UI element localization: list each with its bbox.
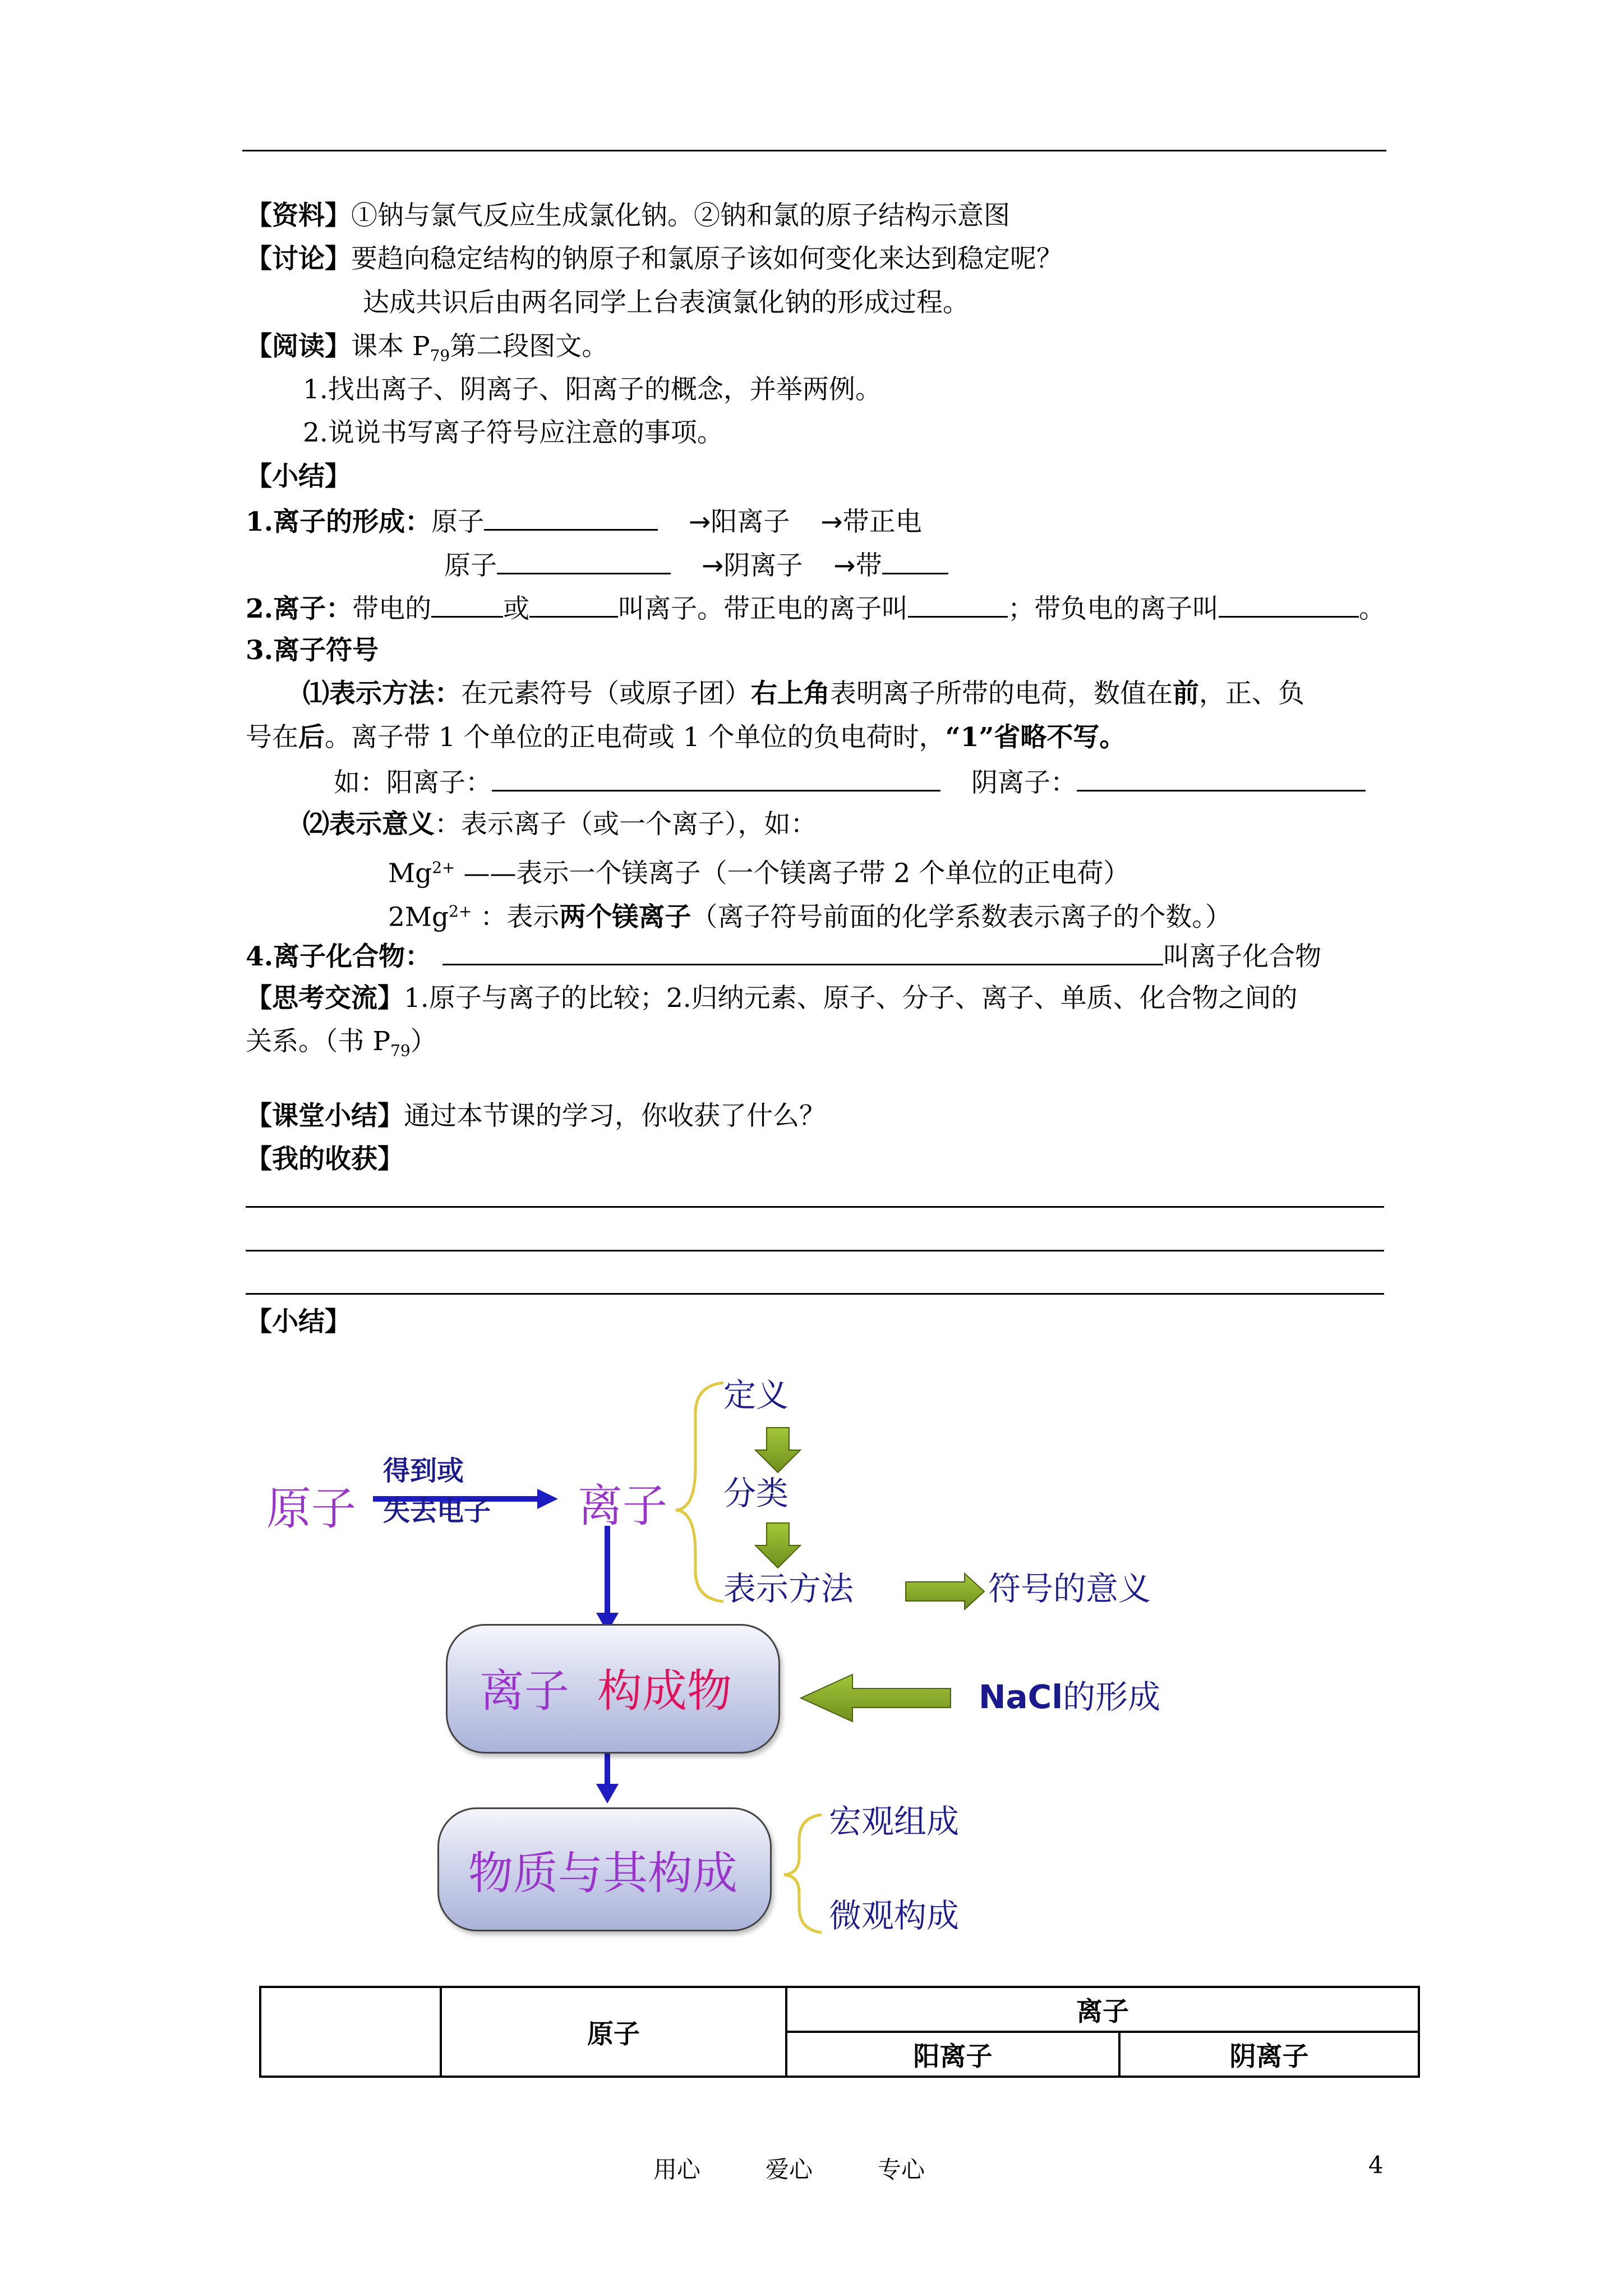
classification-node: 分类	[723, 1474, 789, 1512]
text: 关系。（书 P	[246, 1026, 391, 1057]
text: 。离子带 1 个单位的正电荷或 1 个单位的负电荷时，	[325, 722, 946, 753]
mg-symbol: Mg	[388, 858, 432, 889]
micro-node: 微观构成	[829, 1897, 960, 1935]
arrow-icon: →	[820, 507, 843, 537]
anion-word: 阴离子	[723, 550, 803, 581]
table-header-atom: 原子	[441, 1987, 786, 2077]
gain-lose-label-1: 得到或	[383, 1455, 464, 1487]
table-header-anion: 阴离子	[1119, 2032, 1419, 2077]
ion-symbol-head: 3.离子符号	[246, 635, 379, 666]
mg-charge: 2+	[449, 902, 472, 921]
macro-node: 宏观组成	[829, 1802, 960, 1841]
green-down-arrow	[755, 1523, 800, 1568]
think-tag: 【思考交流】	[246, 983, 404, 1014]
text: 两个镁离子	[559, 901, 691, 933]
ion-node: 离子	[578, 1480, 667, 1532]
arrow-icon: →	[833, 550, 856, 581]
table-corner-cell	[260, 1987, 441, 2077]
table-header-cation: 阳离子	[786, 2032, 1119, 2077]
atom-node: 原子	[266, 1483, 356, 1535]
arrow-icon: →	[701, 550, 724, 581]
footer-motto-3: 专心	[878, 2156, 925, 2183]
box1-ion-text: 离子	[479, 1665, 569, 1717]
reading-item-2-text: 2.说说书写离子符号应注意的事项。	[303, 417, 723, 448]
text: 叫离子。带正电的离子叫	[618, 593, 909, 624]
text: （离子符号前面的化学系数表示离子的个数。）	[691, 901, 1232, 933]
arrow-icon: →	[689, 507, 711, 537]
text: 后	[298, 722, 325, 753]
text: 1.原子与离子的比较；2.归纳元素、原子、分子、离子、单质、化合物之间的	[404, 983, 1298, 1014]
notation-node: 表示方法	[723, 1570, 854, 1608]
discussion-text: 要趋向稳定结构的钠原子和氯原子该如何变化来达到稳定呢？	[351, 243, 1063, 274]
footer-motto-1: 用心	[653, 2156, 701, 2183]
nacl-formation-node	[979, 1671, 1160, 1718]
text: ：表示离子（或一个离子），如：	[435, 809, 817, 840]
yellow-brace	[676, 1383, 723, 1602]
footer-motto-2: 爱心	[766, 2156, 813, 2183]
summary-tag: 【小结】	[246, 461, 351, 492]
text: 前	[1173, 678, 1199, 709]
text: 通过本节课的学习，你收获了什么？	[404, 1101, 826, 1131]
page-sub: 79	[390, 1041, 411, 1060]
meaning-head: ⑵表示意义	[303, 809, 435, 840]
cation-word: 阳离子	[711, 507, 790, 537]
ionic-compound-head: 4.离子化合物：	[246, 941, 432, 972]
mg2-symbol: 2Mg	[388, 901, 449, 933]
discussion-text-2: 达成共识后由两名同学上台表演氯化钠的形成过程。	[363, 287, 969, 318]
text: 或	[503, 593, 530, 624]
yellow-brace-2	[784, 1815, 822, 1932]
summary-tag-2: 【小结】	[246, 1306, 351, 1337]
table-header-ion: 离子	[786, 1987, 1419, 2032]
text: 右上角	[751, 678, 830, 709]
resource-text: ①钠与氯气反应生成氯化钠。②钠和氯的原子结构示意图	[351, 200, 1010, 231]
text: ）	[410, 1026, 437, 1057]
nacl-formation-text: 的形成	[1063, 1678, 1161, 1716]
notation-method-head: ⑴表示方法：	[303, 678, 461, 709]
harvest-tag: 【我的收获】	[246, 1144, 404, 1175]
atom-word: 原子	[431, 507, 485, 537]
positive-charge-word: 带正电	[842, 507, 922, 537]
text: ，正、负	[1199, 678, 1304, 709]
text: ：表示	[472, 901, 560, 933]
matter-label: 物质与其构成	[468, 1847, 737, 1899]
green-down-arrow	[755, 1428, 800, 1473]
ion-compound-label	[479, 1655, 732, 1719]
mg-charge: 2+	[432, 858, 455, 877]
green-right-arrow	[906, 1573, 984, 1609]
class-summary-tag: 【课堂小结】	[246, 1101, 404, 1131]
reading-text-b: 第二段图文。	[450, 331, 608, 362]
reading-tag: 【阅读】	[246, 331, 351, 362]
text: 在元素符号（或原子团）	[461, 678, 751, 709]
box-down-arrowhead	[596, 1784, 619, 1803]
text: 叫离子化合物	[1163, 941, 1322, 972]
page-number: 4	[1368, 2151, 1384, 2179]
atom-word: 原子	[444, 550, 497, 581]
box1-compound-text: 构成物	[597, 1665, 732, 1717]
discussion-tag: 【讨论】	[246, 243, 351, 274]
comparison-table	[259, 1986, 1420, 2078]
text: ——表示一个镁离子（一个镁离子带 2 个单位的正电荷）	[455, 858, 1130, 889]
reading-item-1-text: 1.找出离子、阴离子、阳离子的概念，并举两例。	[303, 374, 882, 405]
ion-formation-head: 1.离子的形成：	[246, 507, 432, 537]
reading-page: 79	[430, 346, 450, 365]
reading-text: 课本 P	[351, 331, 430, 362]
text: 号在	[246, 722, 298, 753]
example-cation-label: 如：阳离子：	[334, 767, 492, 798]
example-anion-label: 阴离子：	[971, 767, 1077, 798]
definition-node: 定义	[723, 1376, 789, 1414]
green-left-arrow	[801, 1674, 951, 1722]
gain-lose-arrowhead	[537, 1489, 558, 1509]
symbol-meaning-node: 符号的意义	[988, 1570, 1151, 1608]
nacl-text: NaCl	[979, 1678, 1063, 1716]
charge-word: 带	[855, 550, 882, 581]
text: 。	[1359, 593, 1386, 624]
text: 表明离子所带的电荷，数值在	[830, 678, 1173, 709]
text: ；带负电的离子叫	[1008, 593, 1219, 624]
text: 带电的	[352, 593, 432, 624]
ion-definition-head: 2.离子：	[246, 593, 353, 624]
gain-lose-label-2: 失去电子	[383, 1496, 491, 1527]
resource-tag: 【资料】	[246, 200, 351, 231]
text: “1”省略不写。	[945, 722, 1126, 753]
